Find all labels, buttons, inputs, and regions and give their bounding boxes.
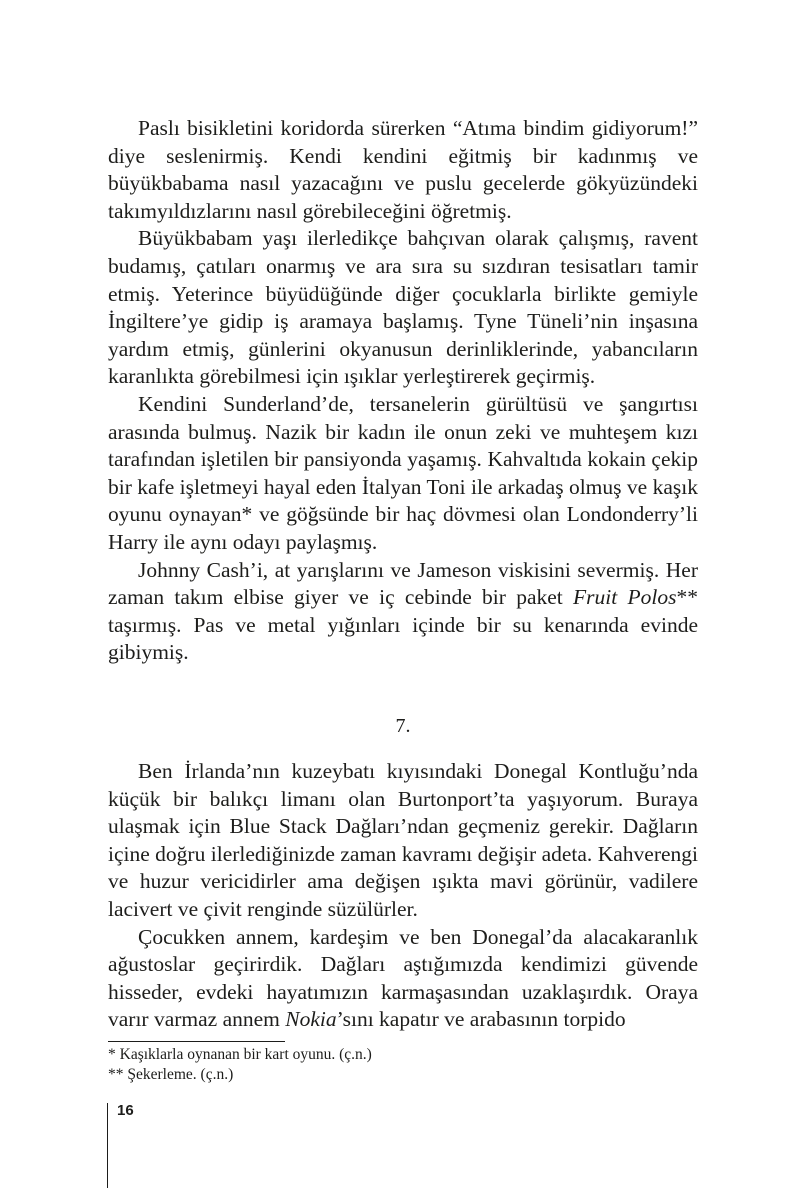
page-number: 16	[117, 1102, 134, 1119]
text-run: Ben İrlanda’nın kuzeybatı kıyısındaki Donegal Kontluğu’nda küçük bir balıkçı limanı olan Burtonport’ta yaşıyorum. Buraya ulaşmak için Blue Stack Dağları’ndan geçmeniz gerekir. Dağların içine doğru ilerlediğinizde zaman kavramı değişir adeta. Kahverengi ve huzur vericidirler ama değişen ışıkta mavi görünür, vadilere lacivert ve çivit renginde süzülürler.	[108, 759, 698, 921]
body-text-section-2	[108, 758, 698, 1034]
text-run: Kendini Sunderland’de, tersanelerin gürültüsü ve şangırtısı arasında bulmuş. Nazik bir kadın ile onun zeki ve muhteşem kızı tarafından işletilen bir pansiyonda yaşamış. Kahvaltıda kokain çekip bir kafe işletmeyi hayal eden İtalyan Toni ile arkadaş olmuş ve kaşık oyunu oynayan* ve göğsünde bir haç dövmesi olan Londonderry’li Harry ile aynı odayı paylaşmış.	[108, 391, 698, 554]
footnote-separator	[108, 1041, 285, 1042]
paragraph	[108, 924, 698, 1034]
paragraph	[108, 391, 698, 557]
footnote-1: * Kaşıklarla oynanan bir kart oyunu. (ç.n.)	[108, 1046, 372, 1063]
paragraph	[108, 758, 698, 924]
page-margin-rule	[107, 1103, 108, 1188]
text-run: Büyükbabam yaşı ilerledikçe bahçıvan olarak çalışmış, ravent budamış, çatıları onarmış ve ara sıra su sızdıran tesisatları tamir etmiş. Yeterince büyüdüğünde diğer çocuklarla birlikte gemiyle İngiltere’ye gidip iş aramaya başlamış. Tyne Tüneli’nin inşasına yardım etmiş, günlerini okyanusun derinliklerinde, yabancıların karanlıkta görebilmesi için ışıklar yerleştirerek geçirmiş.	[108, 226, 698, 389]
text-run: Paslı bisikletini koridorda sürerken “Atıma bindim gidiyorum!” diye seslenirmiş. Kendi kendini eğitmiş bir kadınmış ve büyükbabama nasıl yazacağını ve puslu gecelerde gökyüzündeki takımyıldızlarını nasıl görebileceğini öğretmiş.	[108, 116, 698, 223]
paragraph	[108, 557, 698, 667]
italic-text: Nokia	[285, 1007, 337, 1032]
text-run: Çocukken annem, kardeşim ve ben Donegal’da alacakaranlık ağustoslar geçirirdik. Dağları aştığımızda kendimizi güvende hisseder, evdeki hayatımızın karmaşasından uzaklaşırdık. Oraya varır varmaz annem	[108, 924, 698, 1032]
footnotes	[108, 1045, 698, 1085]
section-heading: 7.	[395, 715, 411, 737]
paragraph	[108, 225, 698, 391]
paragraph	[108, 115, 698, 225]
text-run: ’sını kapatır ve arabasının torpido	[336, 1007, 626, 1032]
text-run: Johnny Cash’i, at yarışlarını ve Jameson viskisini severmiş. Her zaman takım elbise giyer ve iç cebinde bir paket	[108, 557, 698, 610]
italic-text: Fruit Polos	[573, 585, 677, 610]
body-text-section-1	[108, 115, 698, 667]
footnote-2: ** Şekerleme. (ç.n.)	[108, 1066, 234, 1083]
text-run: ** taşırmış. Pas ve metal yığınları içinde bir su kenarında evinde gibiymiş.	[108, 585, 698, 665]
